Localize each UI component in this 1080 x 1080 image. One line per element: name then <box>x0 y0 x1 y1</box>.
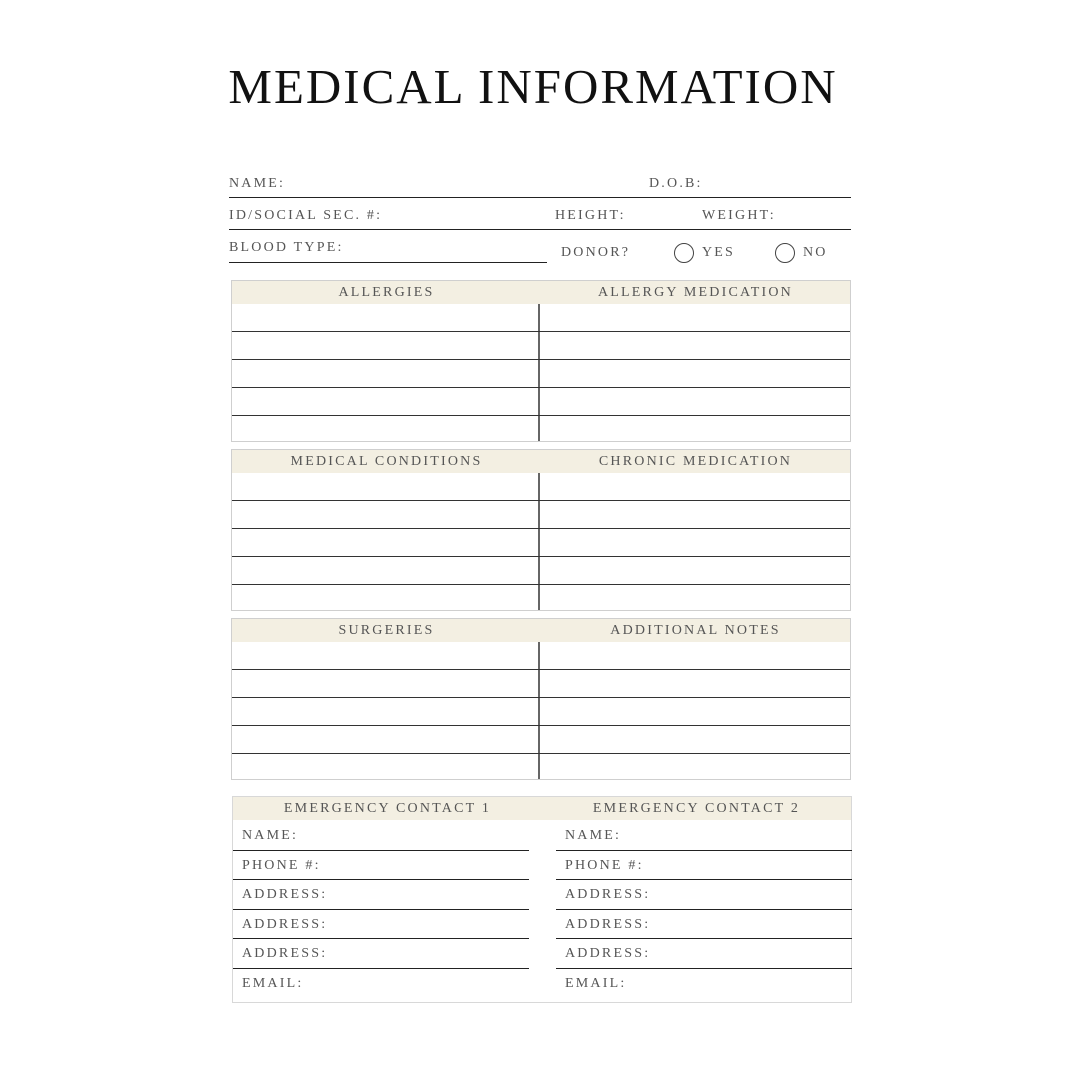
id-height-weight-field-line[interactable] <box>229 229 851 230</box>
table-row[interactable] <box>232 670 850 698</box>
contact1-name-field[interactable]: NAME: <box>233 821 529 851</box>
contact2-address-field[interactable]: ADDRESS: <box>556 880 852 910</box>
contact2-address-field[interactable]: ADDRESS: <box>556 910 852 940</box>
page-title: MEDICAL INFORMATION <box>228 59 838 114</box>
table-row[interactable] <box>232 726 850 754</box>
id-label: ID/SOCIAL SEC. #: <box>229 208 383 223</box>
table-row[interactable] <box>232 642 850 670</box>
donor-no-radio[interactable] <box>775 243 795 263</box>
table-row[interactable] <box>232 501 850 529</box>
donor-yes-label: YES <box>702 245 736 260</box>
table-row[interactable] <box>232 698 850 726</box>
table-row[interactable] <box>232 332 850 360</box>
table-row[interactable] <box>232 360 850 388</box>
emergency-contact-2 <box>556 821 852 998</box>
additional-notes-header: ADDITIONAL NOTES <box>610 623 781 638</box>
table-row[interactable] <box>232 304 850 332</box>
allergies-header: ALLERGIES <box>338 285 435 300</box>
table-row[interactable] <box>232 529 850 557</box>
donor-no-label: NO <box>803 245 828 260</box>
table-header <box>233 797 851 820</box>
emergency-contact-2-header: EMERGENCY CONTACT 2 <box>592 801 801 816</box>
height-label: HEIGHT: <box>555 208 626 223</box>
emergency-contacts-section <box>232 796 852 1003</box>
contact1-address-field[interactable]: ADDRESS: <box>233 880 529 910</box>
contact1-email-field[interactable]: EMAIL: <box>242 975 304 991</box>
emergency-contact-1 <box>233 821 529 998</box>
table-header <box>232 619 850 642</box>
weight-label: WEIGHT: <box>702 208 776 223</box>
contact1-address-field[interactable]: ADDRESS: <box>233 939 529 969</box>
table-row[interactable] <box>232 585 850 610</box>
surgeries-table <box>231 618 851 780</box>
medical-conditions-table <box>231 449 851 611</box>
table-row[interactable] <box>232 557 850 585</box>
contact2-email-field[interactable]: EMAIL: <box>565 975 627 991</box>
medical-conditions-header: MEDICAL CONDITIONS <box>290 454 483 469</box>
chronic-medication-header: CHRONIC MEDICATION <box>598 454 793 469</box>
table-header <box>232 450 850 473</box>
name-dob-field-line[interactable] <box>229 197 851 198</box>
allergy-medication-header: ALLERGY MEDICATION <box>597 285 793 300</box>
contact1-phone-field[interactable]: PHONE #: <box>233 851 529 881</box>
donor-yes-radio[interactable] <box>674 243 694 263</box>
contact2-phone-field[interactable]: PHONE #: <box>556 851 852 881</box>
table-header <box>232 281 850 304</box>
table-row[interactable] <box>232 754 850 779</box>
name-label: NAME: <box>229 176 286 191</box>
blood-type-field-line[interactable] <box>229 262 547 263</box>
table-row[interactable] <box>232 416 850 441</box>
emergency-contact-1-header: EMERGENCY CONTACT 1 <box>283 801 492 816</box>
dob-label: D.O.B: <box>649 176 703 191</box>
allergies-table <box>231 280 851 442</box>
table-row[interactable] <box>232 388 850 416</box>
donor-label: DONOR? <box>561 245 631 260</box>
contact2-name-field[interactable]: NAME: <box>556 821 852 851</box>
contact1-address-field[interactable]: ADDRESS: <box>233 910 529 940</box>
table-row[interactable] <box>232 473 850 501</box>
blood-type-label: BLOOD TYPE: <box>229 240 344 255</box>
surgeries-header: SURGERIES <box>338 623 435 638</box>
contact2-address-field[interactable]: ADDRESS: <box>556 939 852 969</box>
